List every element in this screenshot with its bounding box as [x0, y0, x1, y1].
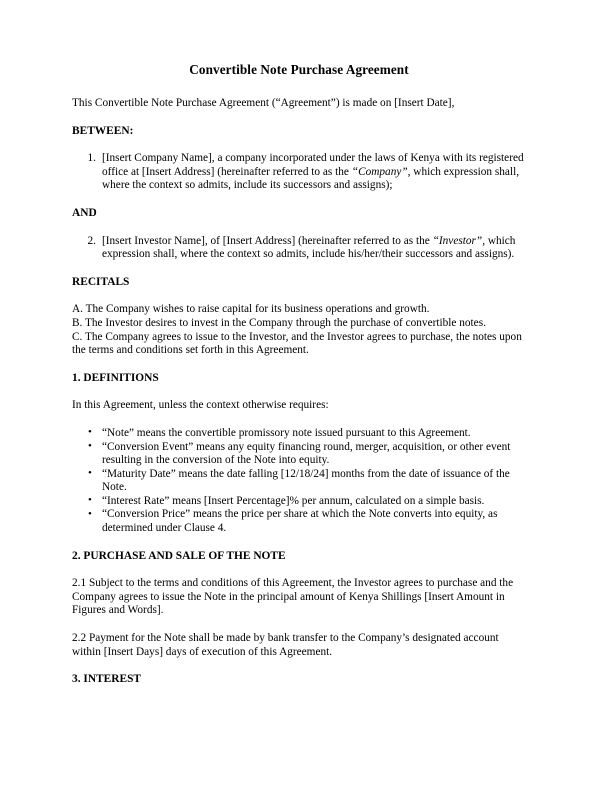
list-item: [72, 468, 526, 495]
and-heading: AND: [72, 206, 97, 219]
list-item-label: “Note” means the convertible promissory note issued pursuant to this Agreement.: [102, 426, 471, 439]
list-item: [72, 508, 526, 535]
list-item-number: 2.: [87, 234, 96, 247]
party-list-investor: [72, 235, 526, 262]
list-item-number: 1.: [87, 152, 96, 165]
list-item-text-after: , which expression shall, where the context so admits, include his/her/their successors and assigns).: [102, 234, 516, 261]
recital-a: A. The Company wishes to raise capital for its business operations and growth.: [72, 303, 430, 316]
bullet-icon: •: [88, 507, 92, 520]
list-item-label: “Conversion Event” means any equity financing round, merger, acquisition, or other event resulting in the conversion of the Note into equity.: [102, 440, 511, 467]
defined-term-investor: “Investor”: [432, 234, 483, 247]
list-item: [72, 152, 526, 193]
between-heading: BETWEEN:: [72, 124, 134, 137]
list-item-label: “Interest Rate” means [Insert Percentage]% per annum, calculated on a simple basis.: [102, 494, 485, 507]
recital-c: C. The Company agrees to issue to the Investor, and the Investor agrees to purchase, the notes upon the terms and conditions set forth in this Agreement.: [72, 330, 522, 357]
bullet-icon: •: [88, 467, 92, 480]
list-item: [72, 235, 526, 262]
clause-2-2: 2.2 Payment for the Note shall be made by bank transfer to the Company’s designated account within [Insert Days] days of execution of this Agreement.: [72, 632, 499, 658]
recitals-block: [72, 303, 526, 357]
page-title: Convertible Note Purchase Agreement: [189, 62, 409, 77]
defined-term-company: “Company”: [351, 165, 408, 178]
list-item-text-before: [Insert Investor Name], of [Insert Address] (hereinafter referred to as the: [102, 234, 433, 247]
definitions-heading: 1. DEFINITIONS: [72, 371, 159, 384]
list-item: [72, 495, 526, 509]
list-item-text-before: [Insert Company Name], a company incorporated under the laws of Kenya with its registered office at [Insert Address] (hereinafter referred to as the: [102, 152, 524, 178]
recitals-heading: RECITALS: [72, 275, 130, 288]
intro-paragraph: This Convertible Note Purchase Agreement (“Agreement”) is made on [Insert Date],: [72, 97, 455, 109]
bullet-icon: •: [88, 494, 92, 507]
definitions-bullet-list: [72, 427, 526, 536]
recital-b: B. The Investor desires to invest in the Company through the purchase of convertible notes.: [72, 316, 486, 329]
list-item-label: “Conversion Price” means the price per share at which the Note converts into equity, as determined under Clause 4.: [102, 508, 498, 535]
definitions-lead-in: In this Agreement, unless the context otherwise requires:: [72, 399, 329, 412]
list-item-text-after: , which expression shall, where the context so admits, include its successors and assigns);: [102, 165, 520, 192]
clause-2-1: 2.1 Subject to the terms and conditions of this Agreement, the Investor agrees to purchase and the Company agrees to issue the Note in the principal amount of Kenya Shillings [Insert Amount in Figures and Words].: [72, 577, 514, 617]
bullet-icon: •: [88, 426, 92, 439]
list-item: [72, 427, 526, 441]
bullet-icon: •: [88, 440, 92, 452]
list-item: [72, 441, 526, 468]
purchase-heading: 2. PURCHASE AND SALE OF THE NOTE: [72, 549, 286, 562]
list-item-label: “Maturity Date” means the date falling [12/18/24] months from the date of issuance of the Note.: [102, 467, 510, 494]
party-list-company: [72, 152, 526, 193]
interest-heading: 3. INTEREST: [72, 673, 142, 686]
